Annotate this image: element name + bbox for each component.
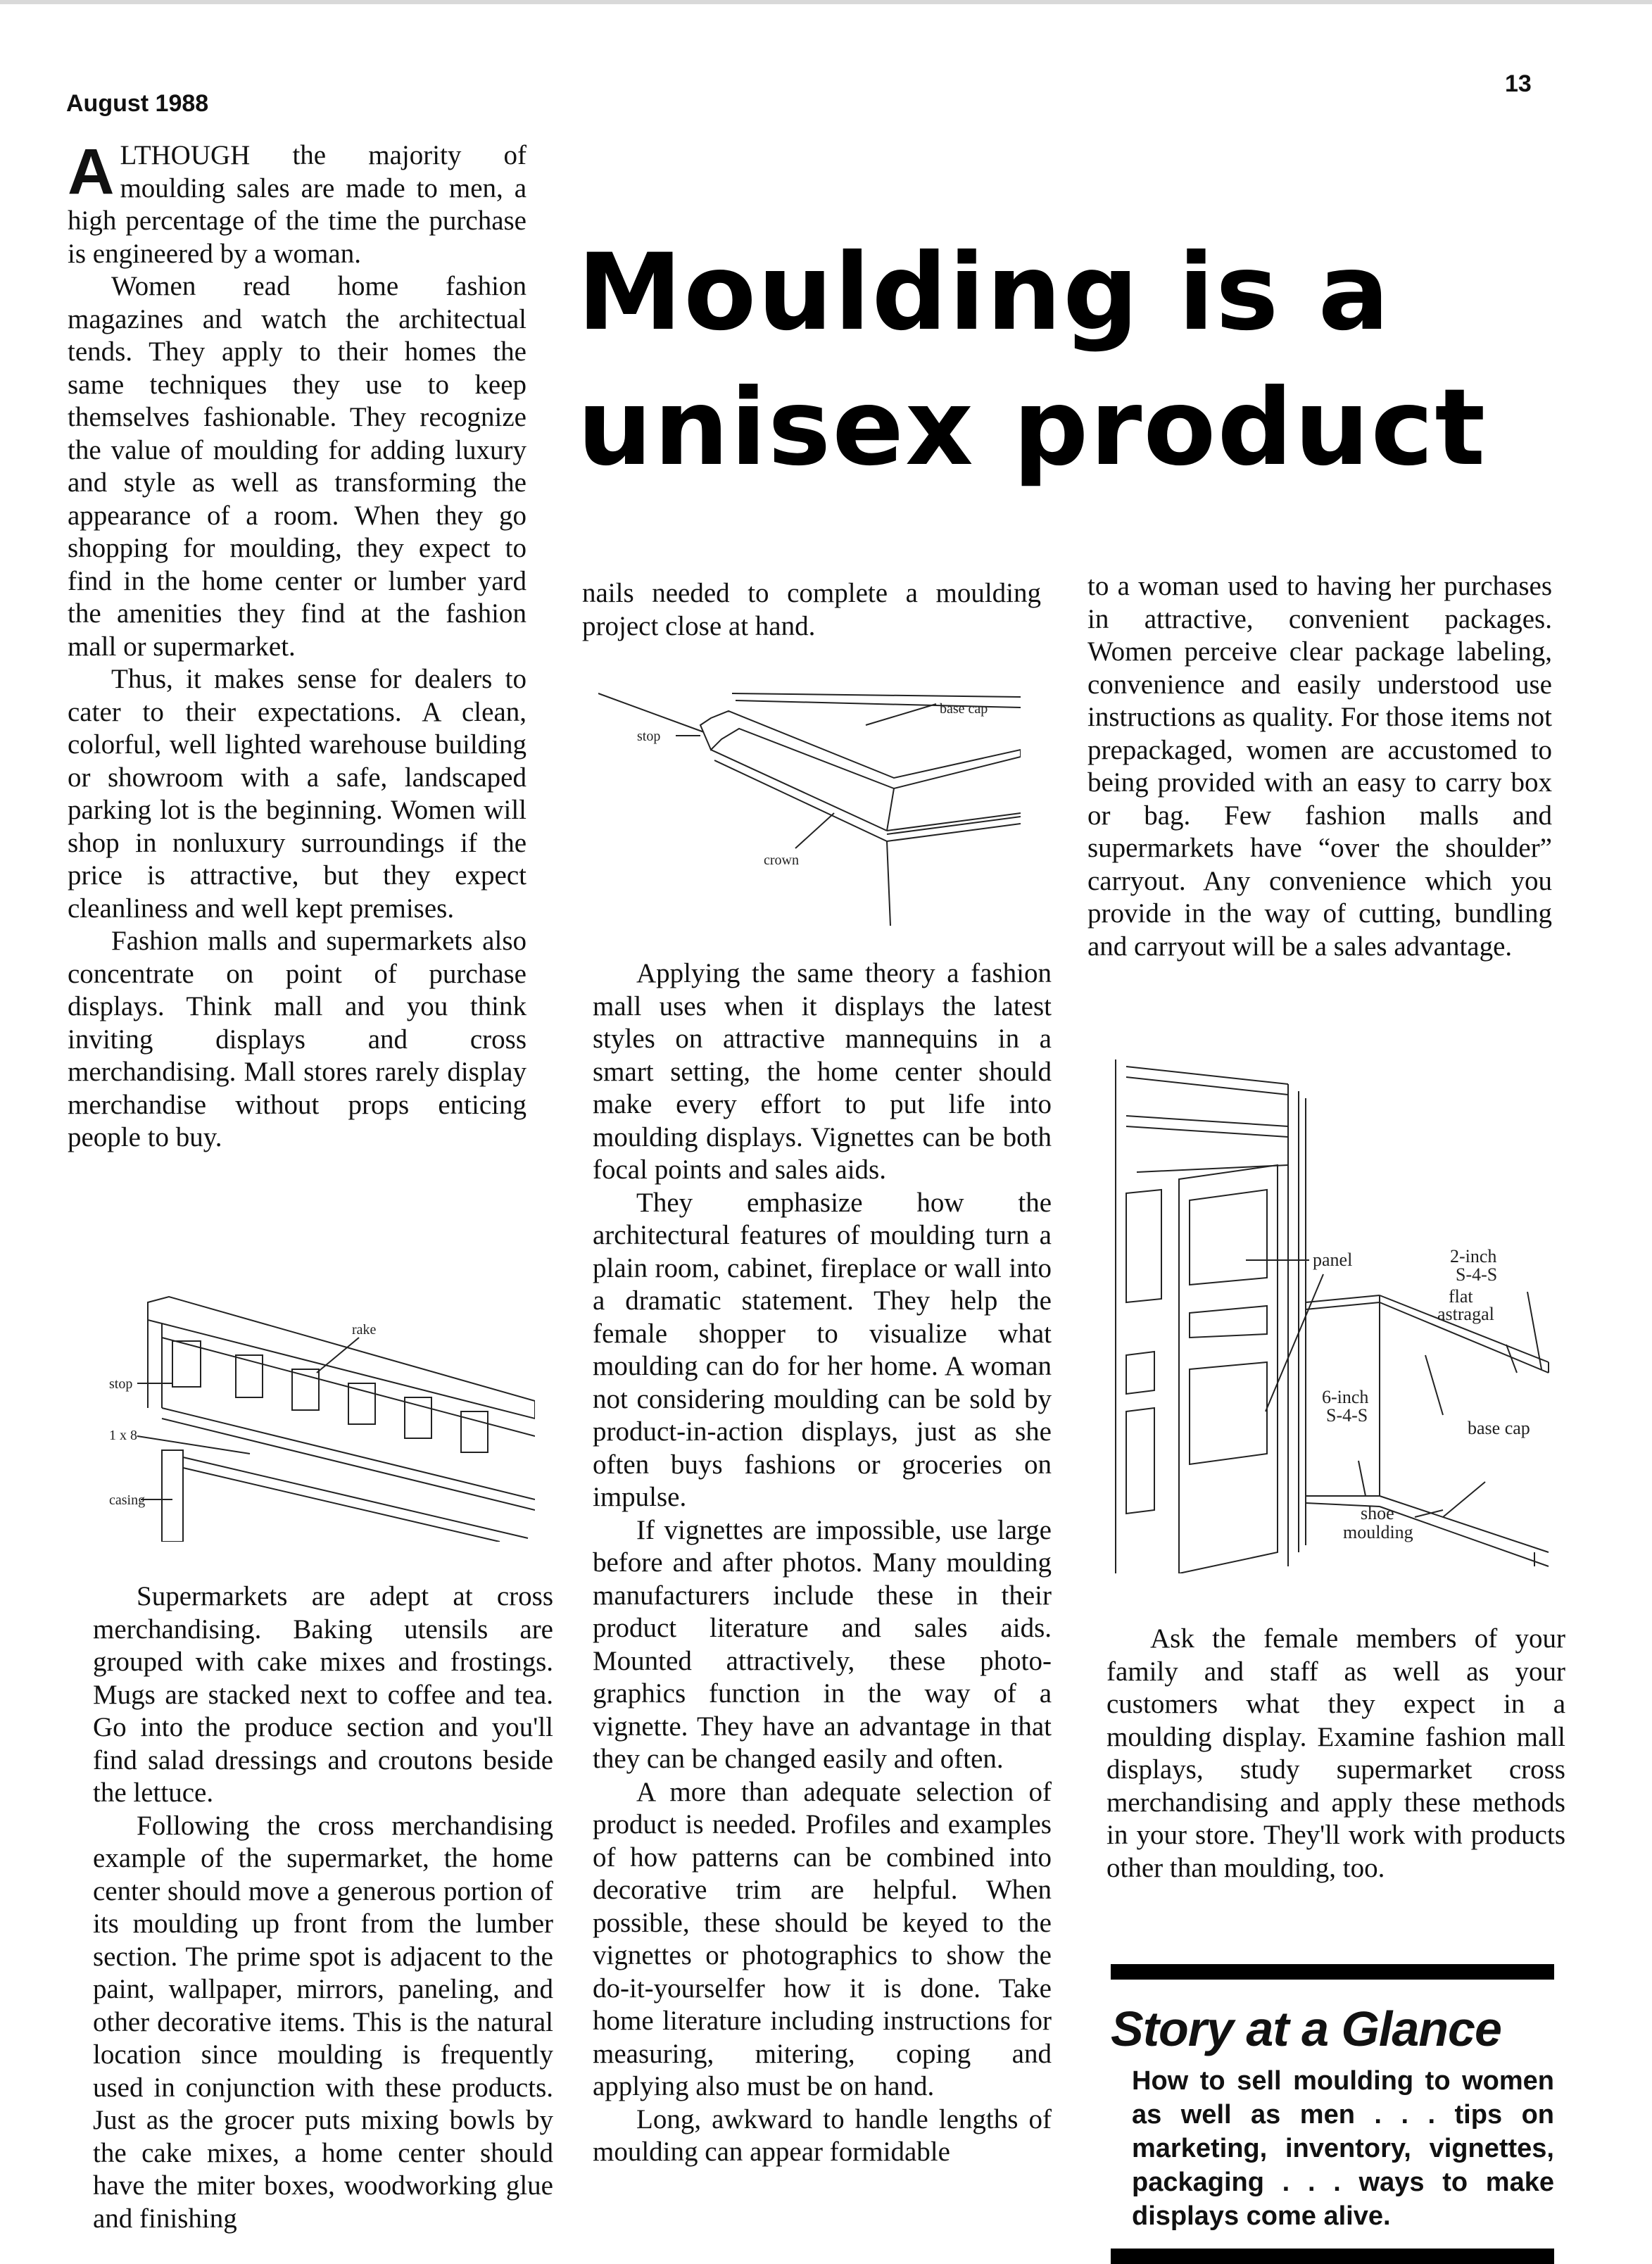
crown-drawing bbox=[598, 672, 1021, 926]
label-astragal: astragal bbox=[1437, 1304, 1494, 1324]
door-illustration bbox=[1112, 1059, 1563, 1573]
rake-drawing bbox=[106, 1295, 535, 1542]
paragraph: A more than adequate selection of product is needed. Profiles and examples of how patterns can be combined into decorative trim are helpful. When possible, these should be keyed to the vignettes or photographics to show the do-it-yourselfer how it is done. Take home literature including instructions for measuring, mitering, coping and applying also must be on hand. bbox=[593, 1776, 1052, 2101]
paragraph: Applying the same theory a fashion mall uses when it displays the latest styles on attractive mannequins in a smart setting, the home center should make every effort to put life into moulding displays. Vignettes can be both focal points and sales aids. bbox=[593, 958, 1052, 1185]
rake-illustration bbox=[106, 1295, 535, 1542]
label-rake: rake bbox=[352, 1322, 377, 1338]
sidebar-title: Story at a Glance bbox=[1111, 2001, 1501, 2056]
paragraph: They emphasize how the architectural features of moulding turn a plain room, cabinet, fireplace or wall into a dramatic statement. They help the female shopper to visualize what moulding can do for her home. A woman not considering moulding can be sold by product-in-action displays, just as she often buys fashions or groceries on impulse. bbox=[593, 1187, 1052, 1512]
paragraph: If vignettes are impossible, use large before and after photos. Many moulding manufacturers include these in their product literature and sales aids. Mounted attractively, these photo-graphics function in the way of a vignette. They have an advantage in that they can be changed easily and often. bbox=[593, 1514, 1052, 1774]
paragraph: Supermarkets are adept at cross merchandising. Baking utensils are grouped with cake mixes and frostings. Mugs are stacked next to coffee and tea. Go into the produce section and you'll find salad dressings and croutons beside the lettuce. bbox=[93, 1581, 553, 1808]
label-6-inch: 6-inch bbox=[1322, 1387, 1369, 1407]
paragraph: Ask the female members of your family and staff as well as your customers what they expect in a moulding display. Examine fashion mall displays, study supermarket cross merchandising and apply these methods in your store. They'll work with products other than moulding, too. bbox=[1106, 1623, 1565, 1883]
label-s4s-top: S-4-S bbox=[1456, 1264, 1498, 1285]
paragraph: Women read home fashion magazines and watch the architectual tends. They apply to their homes the same techniques they use to keep themselves fashionable. They recognize the value of moulding for adding luxury and style as well as transforming the appearance of a room. When they go shopping for moulding, they expect to find in the home center or lumber yard the amenities they find at the fashion mall or supermarket. bbox=[68, 271, 527, 662]
label-flat: flat bbox=[1449, 1286, 1473, 1307]
label-1x8: 1 x 8 bbox=[109, 1428, 137, 1443]
headline-line-2: unisex product bbox=[577, 367, 1487, 489]
column-3-bottom bbox=[1106, 1623, 1565, 1885]
column-1-top bbox=[68, 136, 527, 1155]
paragraph: nails needed to complete a moulding project close at hand. bbox=[582, 578, 1041, 641]
label-base-cap: base cap bbox=[1468, 1418, 1530, 1438]
paragraph: ALTHOUGH the majority of moulding sales are made to men, a high percentage of the time the purchase is engineered by a woman. bbox=[68, 136, 527, 269]
label-base-cap: base cap bbox=[940, 701, 988, 717]
column-3-top bbox=[1087, 570, 1552, 963]
story-at-a-glance-box bbox=[1111, 1964, 1554, 2264]
sidebar-bottom-rule bbox=[1111, 2249, 1554, 2264]
label-moulding: moulding bbox=[1343, 1522, 1413, 1542]
label-casing: casing bbox=[109, 1492, 146, 1508]
sidebar-top-rule bbox=[1111, 1964, 1554, 1980]
page-number: 13 bbox=[1505, 70, 1532, 97]
issue-date: August 1988 bbox=[66, 90, 209, 117]
door-drawing bbox=[1112, 1059, 1563, 1573]
headline-line-1: Moulding is a bbox=[577, 232, 1391, 354]
column-2-top bbox=[582, 577, 1041, 643]
crown-moulding-illustration bbox=[598, 672, 1021, 926]
label-s4s-bottom: S-4-S bbox=[1326, 1405, 1368, 1426]
paragraph: Fashion malls and supermarkets also concentrate on point of purchase displays. Think mall and you think inviting displays and cross merchandising. Mall stores rarely display merchandise without props enticing people to buy. bbox=[68, 926, 527, 1152]
drop-cap: A bbox=[68, 136, 115, 208]
column-2-bottom bbox=[593, 957, 1052, 2169]
headline bbox=[577, 225, 1577, 496]
paragraph: Following the cross merchandising example of the supermarket, the home center should move a generous portion of its moulding up front from the lumber section. The prime spot is adjacent to the paint, wallpaper, mirrors, paneling, and other decorative items. This is the natural location since moulding is frequently used in conjunction with these products. Just as the grocer puts mixing bowls by the cake mixes, a home center should have the miter boxes, woodworking glue and finishing bbox=[93, 1810, 553, 2234]
label-crown: crown bbox=[764, 853, 799, 868]
column-1-bottom bbox=[93, 1580, 553, 2235]
sidebar-text: How to sell moulding to women as well as men . . . tips on marketing, inventory, vignettes, packaging . . . ways to make displays come alive. bbox=[1132, 2066, 1554, 2231]
label-2-inch: 2-inch bbox=[1450, 1246, 1497, 1266]
paragraph: Long, awkward to handle lengths of moulding can appear formidable bbox=[593, 2103, 1052, 2167]
paragraph: to a woman used to having her purchases in attractive, convenient packages. Women perceive clear package labeling, convenience and easily understood use instructions as quality. For those items not prepackaged, women are accustomed to being provided with an easy to carry box or bag. Few fashion malls and supermarkets have “over the shoulder” carryout. Any convenience which you provide in the way of cutting, bundling and carryout will be a sales advantage. bbox=[1087, 571, 1552, 962]
label-stop: stop bbox=[109, 1376, 133, 1392]
label-stop: stop bbox=[637, 729, 661, 744]
label-panel: panel bbox=[1313, 1250, 1353, 1270]
page-top-edge bbox=[0, 0, 1652, 4]
label-shoe: shoe bbox=[1361, 1503, 1394, 1523]
paragraph: Thus, it makes sense for dealers to cater to their expectations. A clean, colorful, well lighted warehouse building or showroom with a safe, landscaped parking lot is the beginning. Women will shop in nonluxury surroundings if the price is attractive, but they expect cleanliness and well kept premises. bbox=[68, 664, 527, 924]
